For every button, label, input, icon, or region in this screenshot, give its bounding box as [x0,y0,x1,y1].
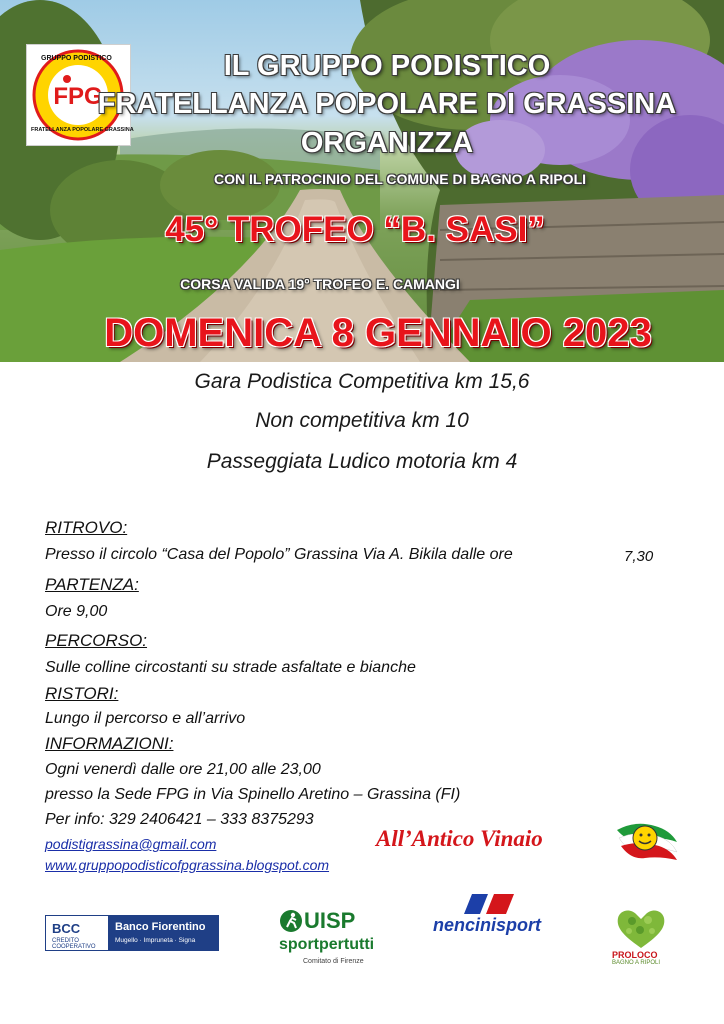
percorso-label: PERCORSO: [45,631,148,650]
sponsor-banco-fiorentino [45,915,219,951]
bcc-name-box [109,916,218,950]
email-link[interactable]: podistigrassina@gmail.com [45,836,217,852]
uisp-sport-per-tutti: sportpertutti [279,936,375,953]
logo-bottom-text: FRATELLANZA POPOLARE GRASSINA [31,127,134,133]
race-competitive: Gara Podistica Competitiva km 15,6 [194,370,530,393]
sponsor-proloco: PROLOCO [612,950,658,960]
sponsor-uisp: UISP [304,908,356,933]
sponsor-antico-vinaio: All’Antico Vinaio [376,826,543,851]
nencini-logo-icon [458,892,518,916]
ristori-label: RISTORI: [45,684,119,703]
partenza-text: Ore 9,00 [45,603,108,620]
ritrovo-text: Presso il circolo “Casa del Popolo” Grassina Via A. Bikila dalle ore [45,546,513,563]
proloco-location: BAGNO A RIPOLI [612,960,661,966]
bcc-area: Mugello · Impruneta · Signa [115,937,196,944]
header-line-1: IL GRUPPO PODISTICO [223,50,551,82]
uisp-runner-icon [279,909,303,933]
website-link[interactable]: www.gruppopodisticofpgrassina.blogspot.com [45,857,330,873]
race-non-competitive: Non competitiva km 10 [255,409,469,432]
smiley-flag-icon [615,812,679,864]
header-photo [0,0,724,362]
header-line-3: ORGANIZZA [300,127,474,159]
info-phone: Per info: 329 2406421 – 333 8375293 [45,811,314,828]
sponsor-nencinisport: nencinisport [433,915,542,935]
ritrovo-label: RITROVO: [45,518,128,537]
info-schedule: Ogni venerdì dalle ore 21,00 alle 23,00 [45,761,321,778]
header-line-2: FRATELLANZA POPOLARE DI GRASSINA [97,88,677,120]
bcc-mark: BCC [52,921,81,936]
informazioni-label: INFORMAZIONI: [45,734,174,753]
ritrovo-time: 7,30 [624,548,654,565]
bcc-name: Banco Fiorentino [115,921,206,933]
ristori-text: Lungo il percorso e all’arrivo [45,710,246,727]
race-walk: Passeggiata Ludico motoria km 4 [206,450,518,473]
proloco-heart-icon [614,906,668,950]
valid-trophy-line: CORSA VALIDA 19° TROFEO E. CAMANGI [180,276,460,292]
patronage-line: CON IL PATROCINIO DEL COMUNE DI BAGNO A RIPOLI [213,171,587,187]
info-location: presso la Sede FPG in Via Spinello Aretino – Grassina (FI) [45,786,461,803]
event-date: DOMENICA 8 GENNAIO 2023 [104,311,652,355]
partenza-label: PARTENZA: [45,575,139,594]
uisp-comitato: Comitato di Firenze [303,958,364,965]
trophy-title: 45° TROFEO “B. SASI” [165,210,545,249]
bcc-mark-box [46,916,109,950]
percorso-text: Sulle colline circostanti su strade asfaltate e bianche [45,659,416,676]
bcc-sub: CREDITO COOPERATIVO [52,938,96,950]
svg-text:FPG: FPG [53,83,103,110]
logo-top-text: GRUPPO PODISTICO [41,55,112,62]
